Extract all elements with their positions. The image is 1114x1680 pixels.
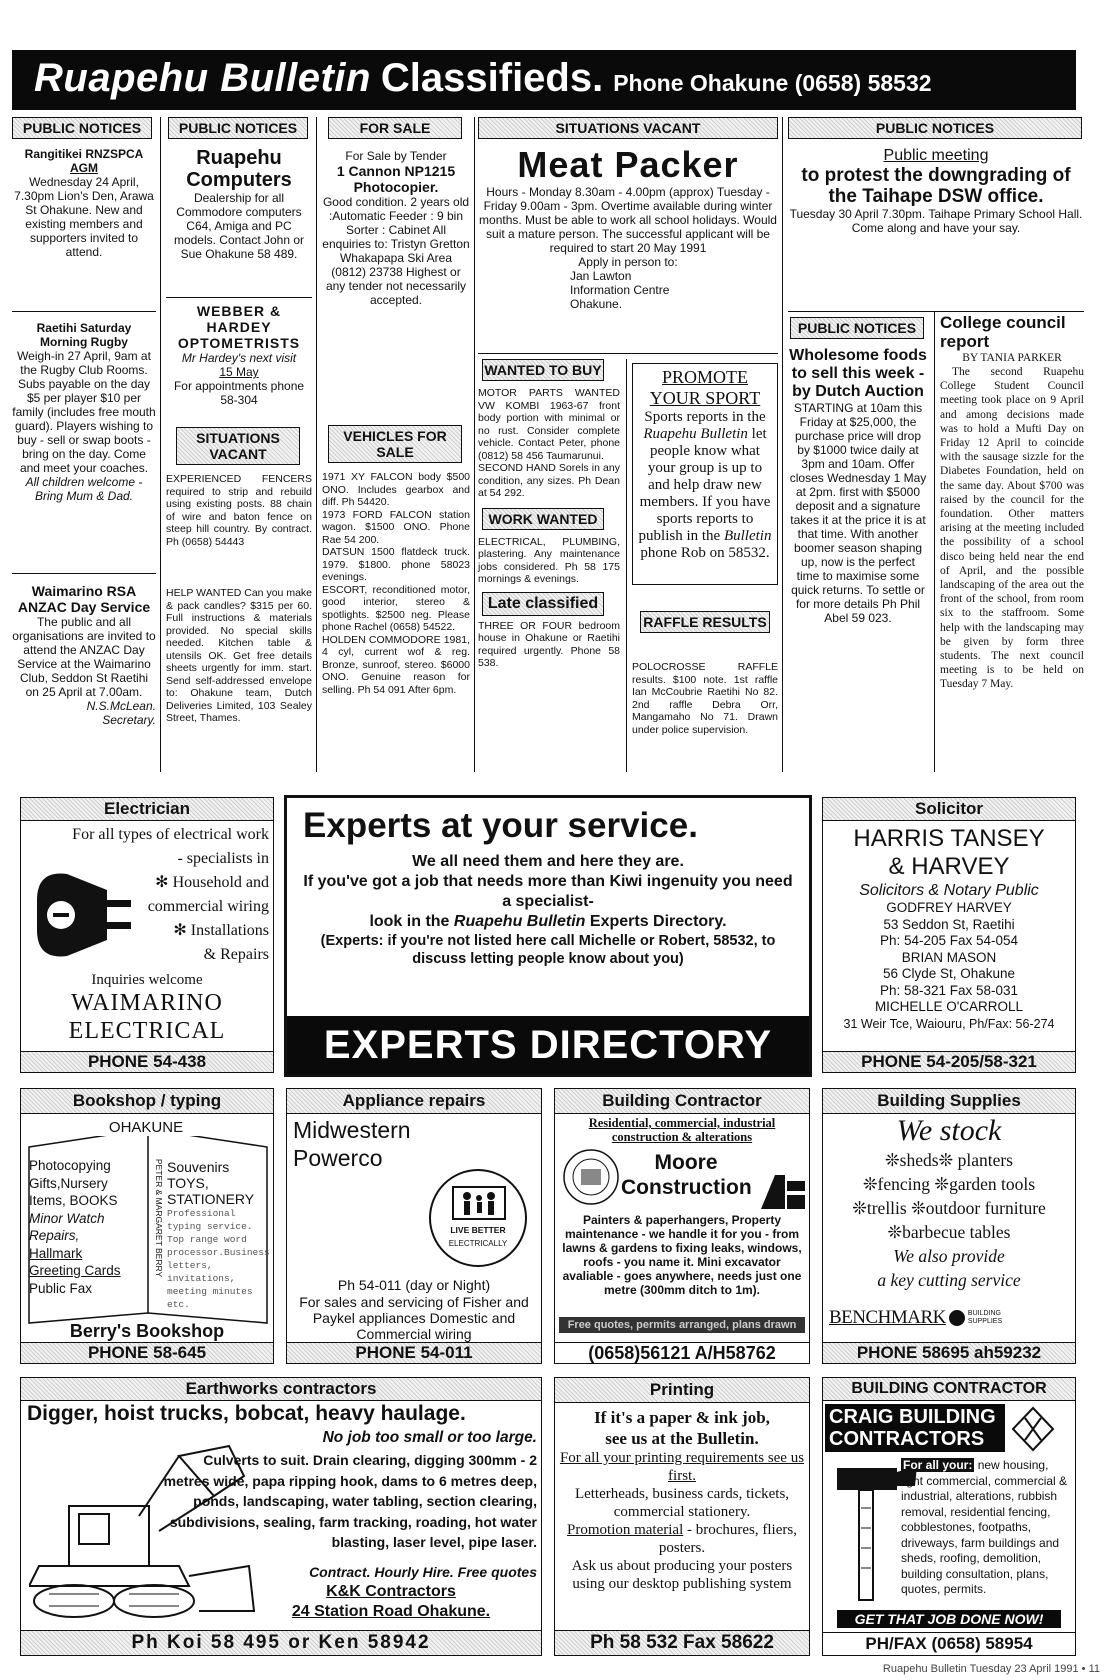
ruapehu-computers-body: Dealership for all Commodore computers C64, Amiga and PC models. Contact John or Sue Ohakune 58 489. [173,191,305,261]
electrician-line2: - specialists in [177,850,269,867]
experts-line3b: Ruapehu Bulletin [453,913,586,930]
ad-sorels: SECOND HAND Sorels in any condition, any sizes. Ph Dean at 54 292. [478,462,620,499]
expert-building-supplies [822,1088,1076,1364]
notice-rnzspca-org: Rangitikei RNZSPCA [24,147,144,161]
bookshop-town: OHAKUNE [91,1119,201,1136]
earthworks-sub: No job too small or too large. [322,1429,537,1446]
builder-header: Building Contractor [555,1089,809,1114]
promote-body3: phone Rob on 58532. [640,545,770,561]
expert-bookshop [20,1088,274,1364]
divider [478,353,778,354]
col4-header: SITUATIONS VACANT [478,117,778,139]
expert-earthworks [20,1377,542,1656]
builder-name2: Construction [621,1176,752,1199]
earthworks-phone: Ph Koi 58 495 or Ken 58942 [21,1630,541,1655]
printing-line6: Ask us about producing your posters using our desktop publishing system [571,1558,793,1592]
bookshop-item: Repairs, [29,1228,80,1243]
column-3 [322,117,470,772]
photocopier-title: 1 Cannon NP1215 Photocopier. [336,163,456,195]
ad-photocopier [322,149,470,307]
experts-line4: (Experts: if you're not listed here call Michelle or Robert, 58532, to discuss letting people know about you) [320,933,776,967]
supplies-line3: ❊trellis ❊outdoor furniture [852,1198,1046,1218]
article-college-council [940,313,1084,692]
vehicle-ad: 1973 FORD FALCON station wagon. $1500 ONO. Phone Rae 54 200. [322,508,470,546]
bookshop-right-list [167,1159,271,1311]
college-byline: BY TANIA PARKER [962,352,1062,364]
bookshop-item: STATIONERY [167,1191,255,1207]
craig-tag: For all your: [903,1458,973,1472]
printing-line1: If it's a paper & ink job, [594,1408,770,1427]
earthworks-italic: Contract. Hourly Hire. Free quotes [309,1564,537,1580]
wanted-to-buy-header: WANTED TO BUY [482,359,604,381]
photocopier-line1: For Sale by Tender [345,149,447,163]
col1-header: PUBLIC NOTICES [12,117,152,139]
logo-bottom-text: ELECTRICALLY [448,1239,508,1248]
moore-logo-icon [761,1175,805,1209]
divider [12,573,156,574]
ad-house-wanted: THREE OR FOUR bedroom house in Ohakune or Raetihi required urgently. Phone 58 538. [478,619,620,669]
bookshop-item: Greeting Cards [29,1263,121,1278]
appliance-name2: Powerco [293,1145,383,1171]
column-rule [474,117,475,772]
printing-line4: Letterheads, business cards, tickets, commercial stationery. [574,1486,790,1520]
solicitor-p2a: 56 Clyde St, Ohakune [882,966,1016,981]
experts-line2: If you've got a job that needs more than Kiwi ingenuity you need a specialist- [303,873,793,910]
meeting-title: to protest the downgrading of the Taihape DSW office. [801,165,1071,207]
vehicle-ads [322,471,470,696]
solicitor-firm1: HARRIS TANSEY [853,825,1045,852]
webber-body: For appointments phone 58-304 [173,379,305,407]
notice-anzac-sign1: N.S.McLean. [86,699,156,713]
meat-packer-title: Meat Packer [517,144,739,185]
bookshop-item: Gifts,Nursery [29,1175,108,1191]
meat-packer-apply: Apply in person to: [578,255,678,269]
electrician-line6: & Repairs [203,946,269,963]
masthead-title: Ruapehu Bulletin [34,56,371,100]
supplies-line1: ❊sheds❊ planters [885,1150,1013,1170]
bookshop-spine [154,1153,164,1291]
solicitor-header: Solicitor [823,798,1075,821]
appliance-phone-line: Ph 54-011 (day or Night) [337,1277,491,1293]
column-rule [934,311,935,772]
craig-body: new housing, light commercial, commercial & industrial, alterations, rubbish removal, residential fencing, cobblestones, footpaths, driveways, farm buildings and sheds, roofing, demolition, building consultation, plans, quotes, permits. [901,1458,1068,1596]
college-body: The second Ruapehu College Student Council meeting took place on 9 April and among decisions made was to hold a Mufti Day on Friday 12 April to coincide with the sausage sizzle for the Diabetes Foundation, held on the same day. About $700 was raised by the council for the foundation. Other matters arising at the meeting included the possibility of a school disco being held near the end of April, and the possible landscaping of the area out the front of the school, from room six to the staffroom. Some help with the landscaping may be given by form three students. The next council meeting is to be held on Tuesday 7 May. [940,366,1084,691]
promote-body2: let people know what your group is up to and help draw new members. If you have sports reports to publish in the [638,426,771,544]
promote-paper: Ruapehu Bulletin [643,426,748,442]
builder-sub: Residential, commercial, industrial construction & alterations [588,1116,776,1144]
bookshop-item: Minor Watch [29,1210,105,1226]
appliance-phone: PHONE 54-011 [287,1342,541,1363]
webber-title: WEBBER & HARDEY OPTOMETRISTS [177,303,301,351]
bookshop-item: Items, BOOKS [29,1193,118,1208]
page-footer: Ruapehu Bulletin Tuesday 23 April 1991 • 11 [882,1663,1100,1675]
auction-title: Wholesome foods to sell this week - by Dutch Auction [789,347,927,400]
electrician-line3: ✻ Household and [155,874,269,891]
work-wanted-header: WORK WANTED [482,508,604,530]
solicitor-p3a: 31 Weir Tce, Waiouru, Ph/Fax: 56-274 [843,1016,1055,1031]
vehicle-ad: HOLDEN COMMODORE 1981, 4 cyl, current wof & reg. Bronze, sunroof, stereo. $6000 ONO. Genuine reason for selling. Ph 54 091 After 6pm. [322,633,470,696]
meeting-body: Tuesday 30 April 7.30pm. Taihape Primary School Hall. Come along and have your say. [789,207,1083,235]
seal-icon [561,1147,621,1207]
ad-fencers: EXPERIENCED FENCERS required to strip and rebuild using existing posts. 88 chain of wire and baton fence on steep hill country. By contract. Ph (0658) 54443 [166,473,312,548]
bookshop-item: Photocopying [29,1158,111,1173]
logo-top-text: LIVE BETTER [450,1225,506,1235]
ad-raffle: POLOCROSSE RAFFLE results. $100 note. 1st raffle Ian McCoubrie Raetihi No 82. 2nd raffle Debra Orr, Mangamaho No 71. Drawn under police supervision. [632,661,778,736]
col2-header-situations: SITUATIONS VACANT [176,427,300,465]
ruapehu-computers-title: Ruapehu Computers [186,147,292,191]
notice-rugby-title: Raetihi Saturday Morning Rugby [36,321,132,349]
experts-directory-banner [284,795,812,1077]
notice-rnzspca-body: Wednesday 24 April, 7.30pm Lion's Den, Arawa St Ohakune. New and existing members and supporters invited to attend. [14,175,154,259]
benchmark-logo [829,1307,1012,1329]
vehicle-ad: DATSUN 1500 flatdeck truck. 1979. $1800. phone 58023 evenings. [322,546,470,583]
experts-line1: We all need them and here they are. [412,853,684,870]
appliance-name1: Midwestern [293,1117,411,1143]
electrician-name2: ELECTRICAL [68,1018,226,1044]
expert-craig-building [822,1377,1076,1656]
webber-visit: Mr Hardey's next visit [181,351,297,365]
notice-anzac [12,583,156,727]
promote-title2: YOUR SPORT [649,388,761,408]
bookshop-item: Public Fax [29,1280,93,1296]
earthworks-address: 24 Station Road Ohakune. [291,1603,491,1620]
late-classified-header: Late classified [482,592,604,616]
craig-services [901,1458,1073,1598]
supplies-line6: a key cutting service [877,1270,1021,1290]
col5-left [788,317,928,625]
supplies-line5: We also provide [893,1246,1005,1266]
raffle-results-header: RAFFLE RESULTS [640,611,770,633]
bookshop-spine-text: PETER & MARGARET BERRY [154,1158,164,1278]
divider [166,297,312,298]
electrician-line4: commercial wiring [147,898,269,915]
electrician-inquiries: Inquiries welcome [91,972,203,988]
earthworks-title: Digger, hoist trucks, bobcat, heavy haulage. [27,1402,466,1425]
masthead-title-classifieds: Classifieds. [380,56,604,100]
notice-rnzspca [12,147,156,259]
solicitor-firm2: & HARVEY [888,853,1010,880]
divider [788,311,1084,312]
contact-line: Information Centre [570,283,670,297]
printing-line3: For all your printing requirements see us first. [559,1450,805,1484]
column-5 [788,117,1084,772]
column-rule [626,359,627,772]
col4-left [478,359,620,670]
plug-icon [27,860,137,970]
ad-ruapehu-computers [166,147,312,261]
builder-banner: Free quotes, permits arranged, plans drawn [559,1317,805,1333]
ad-meat-packer [478,145,778,311]
auction-body: STARTING at 10am this Friday at $25,000, the purchase price will drop by $1000 twice daily at 3pm and 10am. Offer closes Wednesday 1 May at 2pm. first with $5000 deposit and a signature takes it at the price it is at that time. With another boomer season shaping up, now is the perfect time to maximise some quick returns. To settle or for more details Ph Phil Abel 59 023. [789,401,927,625]
benchmark-dot-icon [949,1310,965,1326]
craig-monogram-icon [1011,1406,1055,1452]
printing-line5b: - brochures, fliers, posters. [658,1522,797,1556]
experts-line3c: Experts Directory. [589,913,727,930]
ad-help-wanted: HELP WANTED Can you make & pack candles? $315 per 60. Full instructions & materials provided. No special skills needed. Kitchen table & utensils OK. Get free details sheets urgently for imm. start. Send self-addressed envelope to: Ohakune team, Dutch Deliveries Limited, 103 Sealey Street, Thames. [166,587,312,724]
vehicle-ad: 1971 XY FALCON body $500 ONO. Includes gearbox and diff. Ph 54420. [322,471,470,508]
electrician-line1: For all types of electrical work [72,826,269,843]
solicitor-p3: MICHELLE O'CARROLL [874,999,1024,1014]
masthead-phone: Phone Ohakune (0658) 58532 [613,70,932,96]
craig-header: BUILDING CONTRACTOR [823,1378,1075,1401]
contact-line: Jan Lawton [570,269,632,283]
supplies-title: We stock [896,1114,1002,1147]
notice-anzac-body: The public and all organisations are invited to attend the ANZAC Day Service at the Waimarino Club, Seddon St Raetihi on 25 April at 7.00am. [12,615,156,699]
divider [12,311,156,312]
column-rule [316,117,317,772]
col5-header-2: PUBLIC NOTICES [790,317,924,339]
contact-line: Ohakune. [570,297,623,311]
notice-rugby-body: Weigh-in 27 April, 9am at the Rugby Club Rooms. Subs payable on the day $5 per player $10 per family (includes free mouth guard). Players wishing to buy - sell or swap boots - bring on the day. Come and meet your coaches. [12,349,156,475]
ad-electrical-plumbing: ELECTRICAL, PLUMBING, plastering. Any maintenance jobs considered. Ph 58 175 mornings & evenings. [478,535,620,585]
electrician-line5: ✻ Installations [173,922,269,939]
photocopier-body: Good condition. 2 years old :Automatic Feeder : 9 bin Sorter : Cabinet All enquiries to: Tristyn Gretton Whakapapa Ski Area (0812) 23738 Highest or any tender not necessarily accepted. [322,195,470,307]
vehicle-ad: ESCORT, reconditioned motor, good interior, stereo & spotlights. $2500 neg. Please phone Rachel (0658) 54522. [322,583,470,633]
expert-solicitor [822,797,1076,1073]
expert-building-contractor [554,1088,810,1364]
bookshop-left-list [29,1157,149,1297]
electrician-phone: PHONE 54-438 [21,1051,273,1072]
craig-logo [825,1404,1005,1452]
family-icon [451,1185,507,1221]
ad-webber-hardey [166,303,312,407]
earthworks-header: Earthworks contractors [21,1378,541,1401]
earthworks-name: K&K Contractors [326,1583,456,1600]
promote-paper2: Bulletin [723,528,772,544]
column-4 [478,117,778,772]
craig-name2: CONTRACTORS [829,1428,985,1450]
meat-packer-body: Hours - Monday 8.30am - 4.00pm (approx) Tuesday - Friday 9.00am - 3pm. Overtime available during winter months. Must be able to work all school holidays. Would suit a mature person. The successful applicant will be required to start 20 May 1991 [479,185,777,255]
supplies-line2: ❊fencing ❊garden tools [862,1174,1036,1194]
builder-body: Painters & paperhangers, Property maintenance - we handle it for you - from lawns & gardens to fixing leaks, windows, roofs - you name it. Mini excavator avaliable - goes anywhere, needs just one metre (300mm ditch to 1m). [562,1213,802,1297]
expert-appliance-repairs [286,1088,542,1364]
column-1 [12,117,156,772]
craig-banner: GET THAT JOB DONE NOW! [837,1610,1061,1628]
expert-printing [554,1377,810,1656]
col2-header: PUBLIC NOTICES [168,117,308,139]
printing-phone: Ph 58 532 Fax 58622 [555,1630,809,1655]
solicitor-p1b: Ph: 54-205 Fax 54-054 [879,933,1019,948]
earthworks-body: Culverts to suit. Drain clearing, digging 300mm - 2 metres wide, papa ripping hook, dams to 6 metres deep, ponds, landscaping, water tabling, section clearing, subdivisions, sealing, farm tracking, roading, hot water blasting, laser level, pipe laser. [163,1452,537,1550]
live-better-logo [429,1169,527,1267]
bookshop-header: Bookshop / typing [21,1089,273,1114]
promote-body: Sports reports in the [644,409,766,425]
column-2 [166,117,312,772]
solicitor-p2b: Ph: 58-321 Fax 58-031 [879,982,1019,998]
ad-motor-parts: MOTOR PARTS WANTED VW KOMBI 1963-67 front body portion with minimal or no rust. Consider complete vehicle. Contact Peter, phone (0812) 58 456 Taumarunui. [478,387,620,462]
col3-header: FOR SALE [328,117,462,139]
solicitor-phone: PHONE 54-205/58-321 [823,1051,1075,1072]
solicitor-p1: GODFREY HARVEY [886,900,1012,915]
bookshop-item: Souvenirs [167,1159,230,1175]
benchmark-sub: BUILDING SUPPLIES [967,1310,1003,1325]
bookshop-phone: PHONE 58-645 [21,1342,273,1363]
bookshop-item: TOYS, [167,1175,209,1191]
printing-line5a: Promotion material [567,1522,684,1538]
bookshop-item: Hallmark [29,1245,83,1261]
craig-name1: CRAIG BUILDING [829,1406,996,1428]
solicitor-p1a: 53 Seddon St, Raetihi [883,916,1015,932]
col5-header: PUBLIC NOTICES [788,117,1082,139]
electrician-header: Electrician [21,798,273,821]
bookshop-name: Berry's Bookshop [69,1321,225,1341]
solicitor-p2: BRIAN MASON [901,949,997,965]
experts-directory-label: EXPERTS DIRECTORY [287,1016,809,1074]
electrician-name1: WAIMARINO [71,990,223,1016]
printing-header: Printing [555,1378,809,1403]
expert-electrician [20,797,274,1073]
supplies-line4: ❊barbecue tables [887,1222,1011,1242]
notice-anzac-sign2: Secretary. [102,713,156,727]
college-title: College council report [940,313,1066,351]
promote-title1: PROMOTE [661,367,748,387]
appliance-body: For sales and servicing of Fisher and Paykel appliances Domestic and Commercial wiring [299,1294,529,1342]
meeting-line1: Public meeting [883,147,989,164]
notice-rugby-italic: All children welcome - Bring Mum & Dad. [25,475,143,503]
promote-your-sport [632,363,778,585]
experts-line3a: look in the [369,913,450,930]
appliance-header: Appliance repairs [287,1089,541,1114]
webber-date: 15 May [219,365,259,379]
builder-phone: (0658)56121 A/H58762 [555,1342,809,1363]
notice-rugby [12,321,156,503]
column-rule [160,117,161,772]
craig-phone: PH/FAX (0658) 58954 [823,1632,1075,1655]
supplies-header: Building Supplies [823,1089,1075,1114]
solicitor-sub: Solicitors & Notary Public [859,882,1039,899]
printing-line2: see us at the Bulletin. [605,1429,759,1448]
notice-anzac-title: Waimarino RSA ANZAC Day Service [17,583,151,615]
col3-header-vehicles: VEHICLES FOR SALE [328,425,462,463]
ad-public-meeting [788,147,1084,235]
supplies-phone: PHONE 58695 ah59232 [823,1342,1075,1363]
masthead [12,50,1076,110]
ad-dutch-auction [788,347,928,625]
builder-name1: Moore [654,1151,718,1174]
column-rule [782,117,783,772]
experts-title: Experts at your service. [303,806,698,845]
bookshop-typing: Professional typing service. Top range word processor.Business letters, invitations, meeting minutes etc. [167,1208,270,1310]
benchmark-brand: BENCHMARK [829,1307,946,1328]
meat-packer-contact [570,269,778,311]
notice-rnzspca-agm: AGM [70,161,98,175]
